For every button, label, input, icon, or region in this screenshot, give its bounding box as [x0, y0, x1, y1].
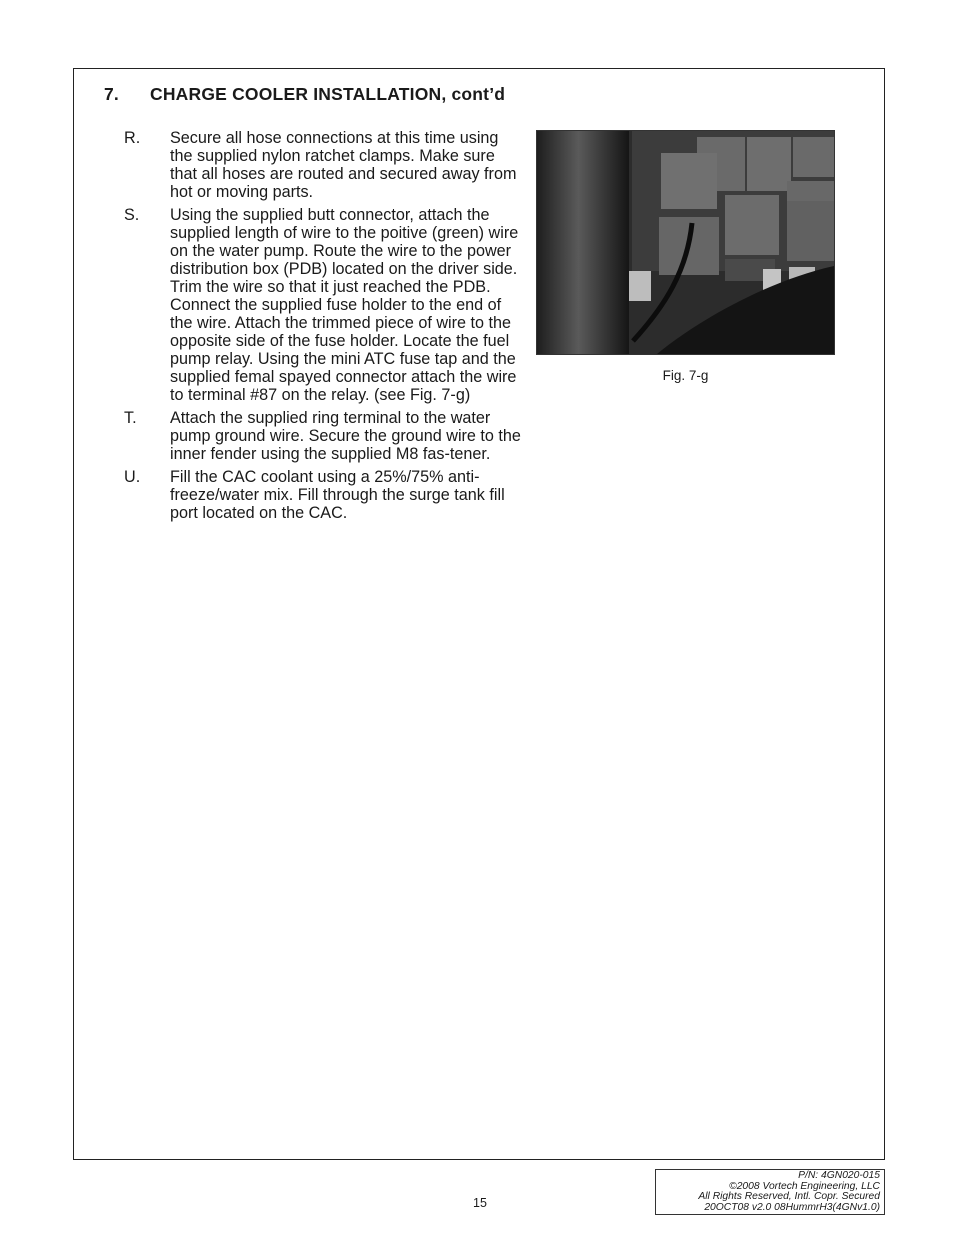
part-number: P/N: 4GN020-015 — [798, 1170, 880, 1181]
copyright-line: ©2008 Vortech Engineering, LLC — [729, 1180, 880, 1192]
step-text: Using the supplied butt connector, attach the supplied length of wire to the poitive (green) wire on the water pump. Route the wire to the power distribution box (PDB) located on the driver side. Trim the wire so that it just reached the PDB. Connect the supplied fuse holder to the end of the wire. Attach the trimmed piece of wire to the opposite side of the fuse holder. Locate the fuel pump relay. Using the mini ATC fuse tap and the supplied femal spayed connector attach the wire to terminal #87 on the relay. (see Fig. 7-g) — [170, 206, 519, 404]
section-number: 7. — [104, 84, 119, 104]
step-letter: S. — [124, 206, 140, 224]
section-title: CHARGE COOLER INSTALLATION, cont’d — [150, 84, 506, 104]
step-text: Secure all hose connections at this time using the supplied nylon ratchet clamps. Make sure that all hoses are routed and secured away from hot or moving parts. — [170, 129, 517, 201]
step-r — [124, 129, 524, 201]
section-heading — [104, 84, 505, 105]
steps-list — [124, 129, 524, 527]
page-number: 15 — [473, 1196, 487, 1210]
step-letter: R. — [124, 129, 141, 147]
version-line: 20OCT08 v2.0 08HummrH3(4GNv1.0) — [704, 1201, 880, 1213]
step-text: Attach the supplied ring terminal to the water pump ground wire. Secure the ground wire to the inner fender using the supplied M8 fas-tener. — [170, 409, 521, 463]
step-t — [124, 409, 524, 463]
step-text: Fill the CAC coolant using a 25%/75% anti-freeze/water mix. Fill through the surge tank fill port located on the CAC. — [170, 468, 505, 522]
step-s — [124, 206, 524, 404]
relay-photo-illustration — [537, 131, 834, 354]
document-info-box — [655, 1169, 885, 1215]
step-letter: T. — [124, 409, 137, 427]
figure-caption: Fig. 7-g — [662, 368, 709, 383]
relay-photo — [536, 130, 835, 355]
rights-line: All Rights Reserved, Intl. Copr. Secured — [698, 1191, 880, 1202]
step-letter: U. — [124, 468, 141, 486]
step-u — [124, 468, 524, 522]
